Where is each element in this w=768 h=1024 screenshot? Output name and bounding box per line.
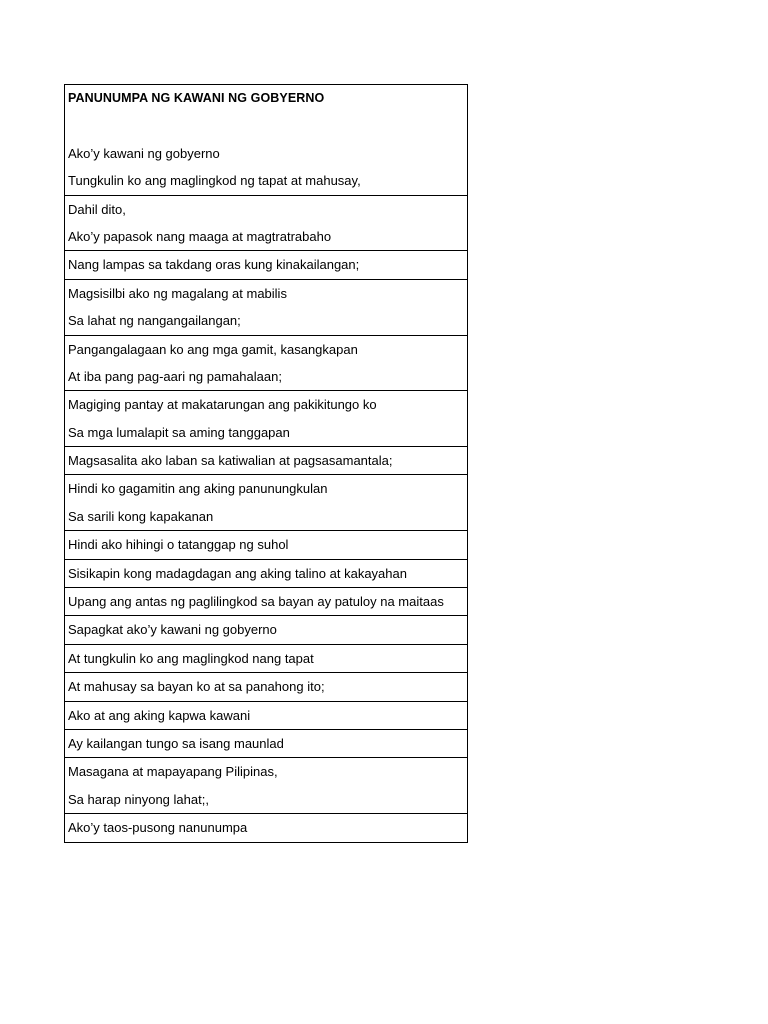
oath-line: Sa mga lumalapit sa aming tanggapan [68, 424, 290, 440]
oath-table [64, 84, 468, 843]
table-cell [65, 196, 467, 252]
oath-line: Sa lahat ng nangangailangan; [68, 313, 241, 329]
oath-line: Ako at ang aking kapwa kawani [68, 707, 251, 723]
table-cell [65, 560, 467, 588]
oath-line: Magiging pantay at makatarungan ang pakikitungo ko [68, 397, 377, 413]
oath-line: Hindi ako hihingi o tatanggap ng suhol [68, 537, 289, 553]
oath-line: Sapagkat ako’y kawani ng gobyerno [68, 622, 277, 638]
table-cell [65, 251, 467, 279]
table-cell [65, 391, 467, 447]
table-cell [65, 475, 467, 531]
table-cell [65, 85, 467, 196]
document-title: PANUNUMPA NG KAWANI NG GOBYERNO [68, 91, 325, 105]
table-cell [65, 531, 467, 559]
table-cell [65, 673, 467, 701]
oath-line: Pangangalagaan ko ang mga gamit, kasangkapan [68, 341, 358, 357]
oath-line: Ay kailangan tungo sa isang maunlad [68, 735, 284, 751]
table-cell [65, 447, 467, 475]
table-cell [65, 616, 467, 644]
table-cell [65, 758, 467, 814]
table-cell [65, 814, 467, 841]
oath-line [65, 112, 467, 139]
oath-line: At mahusay sa bayan ko at sa panahong ito; [68, 679, 325, 695]
table-cell [65, 588, 467, 616]
table-cell [65, 730, 467, 758]
oath-line: Tungkulin ko ang maglingkod ng tapat at mahusay, [68, 173, 361, 189]
oath-line: Magsisilbi ako ng magalang at mabilis [68, 285, 287, 301]
oath-line: Ako’y papasok nang maaga at magtratrabaho [68, 228, 332, 244]
oath-line: Magsasalita ako laban sa katiwalian at pagsasamantala; [68, 453, 393, 469]
oath-line: Sa harap ninyong lahat;, [68, 791, 209, 807]
oath-line: Hindi ko gagamitin ang aking panunungkulan [68, 481, 328, 497]
oath-line: At iba pang pag-aari ng pamahalaan; [68, 368, 282, 384]
table-cell [65, 280, 467, 336]
oath-line: Dahil dito, [68, 201, 126, 217]
oath-line: Nang lampas sa takdang oras kung kinakailangan; [68, 257, 360, 273]
table-cell [65, 336, 467, 392]
table-cell [65, 645, 467, 673]
table-cell [65, 702, 467, 730]
oath-line: Ako’y taos-pusong nanunumpa [68, 820, 248, 836]
oath-line: Sa sarili kong kapakanan [68, 508, 214, 524]
oath-line: At tungkulin ko ang maglingkod nang tapat [68, 650, 314, 666]
oath-line: Upang ang antas ng paglilingkod sa bayan ay patuloy na maitaas [68, 594, 444, 610]
oath-line: Ako’y kawani ng gobyerno [68, 145, 220, 161]
oath-line: Masagana at mapayapang Pilipinas, [68, 764, 278, 780]
oath-line: Sisikapin kong madagdagan ang aking talino at kakayahan [68, 565, 407, 581]
